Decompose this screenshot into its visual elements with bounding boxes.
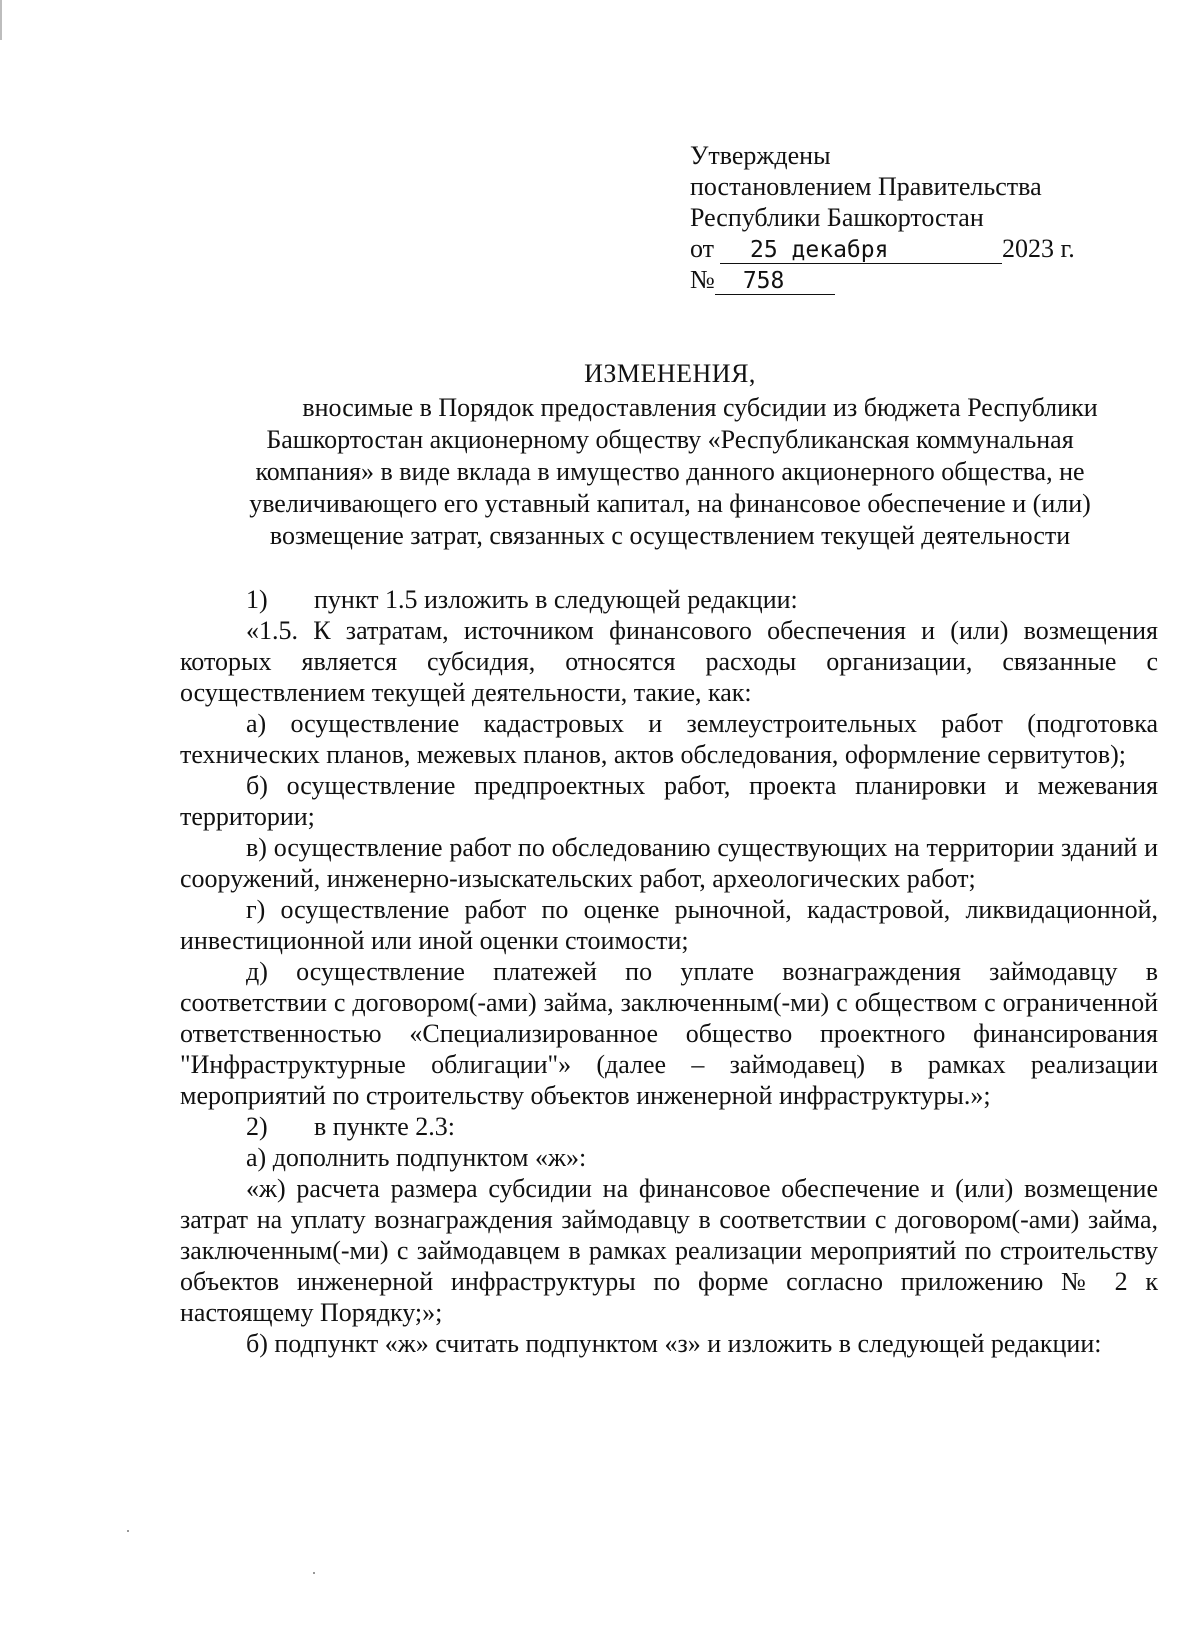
paragraph-zh: «ж) расчета размера субсидии на финансовое обеспечение и (или) возмещение затрат на уплату вознаграждения займодавцу в соответствии с договором(-ами) займа, заключенным(-ми) с займодавцем в рамках реализации мероприятий по строительству объектов инженерной инфраструктуры по форме согласно приложению № 2 к настоящему Порядку;»; bbox=[180, 1174, 1158, 1327]
scan-edge bbox=[0, 0, 2, 40]
approval-line-3: Республики Башкортостан bbox=[690, 203, 984, 232]
scan-speck bbox=[127, 1530, 129, 1532]
date-prefix: от bbox=[690, 234, 715, 263]
item-2-number: 2) bbox=[246, 1112, 268, 1141]
item-1-number: 1) bbox=[246, 585, 268, 614]
paragraph-1-5: «1.5. К затратам, источником финансового обеспечения и (или) возмещения которых является субсидия, относятся расходы организации, связанные с осуществлением текущей деятельности, такие, как: bbox=[180, 616, 1158, 707]
approval-date-line bbox=[690, 233, 1160, 264]
item-2 bbox=[180, 1111, 1158, 1142]
number-prefix: № bbox=[690, 265, 715, 294]
number-value: 758 bbox=[715, 269, 835, 295]
scan-speck bbox=[313, 1572, 315, 1574]
paragraph-b: б) осуществление предпроектных работ, проекта планировки и межевания территории; bbox=[180, 771, 1158, 831]
approval-block bbox=[690, 140, 1160, 295]
date-value: 25 декабря bbox=[720, 238, 1002, 264]
approval-line-2: постановлением Правительства bbox=[690, 172, 1042, 201]
subtitle-line-1: вносимые в Порядок предоставления субсидии из бюджета Республики bbox=[302, 393, 1098, 422]
subtitle-line-4: увеличивающего его уставный капитал, на финансовое обеспечение и (или) bbox=[249, 489, 1091, 518]
item-1-text: пункт 1.5 изложить в следующей редакции: bbox=[314, 585, 798, 614]
document-subtitle bbox=[180, 392, 1160, 552]
subtitle-line-2: Башкортостан акционерному обществу «Республиканская коммунальная bbox=[266, 425, 1074, 454]
approval-line-1: Утверждены bbox=[690, 141, 831, 170]
subtitle-line-3: компания» в виде вклада в имущество данного акционерного общества, не bbox=[255, 457, 1085, 486]
item-2-text: в пункте 2.3: bbox=[314, 1112, 456, 1141]
paragraph-d: д) осуществление платежей по уплате вознаграждения займодавцу в соответствии с договором(-ами) займа, заключенным(-ми) с обществом с ограниченной ответственностью «Специализированное общество проектного финансирования "Инфраструктурные облигации"» (далее – займодавец) в рамках реализации мероприятий по строительству объектов инженерной инфраструктуры.»; bbox=[180, 957, 1158, 1110]
approval-number-line bbox=[690, 264, 1160, 295]
item-1 bbox=[180, 584, 1158, 615]
date-year: 2023 г. bbox=[1002, 234, 1075, 263]
paragraph-a: а) осуществление кадастровых и землеустроительных работ (подготовка технических планов, межевых планов, актов обследования, оформление сервитутов); bbox=[180, 709, 1158, 769]
document-body bbox=[180, 584, 1158, 1359]
document-title: ИЗМЕНЕНИЯ, bbox=[584, 359, 756, 388]
paragraph-v: в) осуществление работ по обследованию существующих на территории зданий и сооружений, инженерно-изыскательских работ, археологических работ; bbox=[180, 833, 1158, 893]
paragraph-g: г) осуществление работ по оценке рыночной, кадастровой, ликвидационной, инвестиционной или иной оценки стоимости; bbox=[180, 895, 1158, 955]
paragraph-2a: а) дополнить подпунктом «ж»: bbox=[246, 1143, 587, 1172]
subtitle-line-5: возмещение затрат, связанных с осуществлением текущей деятельности bbox=[269, 521, 1071, 550]
paragraph-2b: б) подпункт «ж» считать подпунктом «з» и изложить в следующей редакции: bbox=[246, 1329, 1102, 1358]
